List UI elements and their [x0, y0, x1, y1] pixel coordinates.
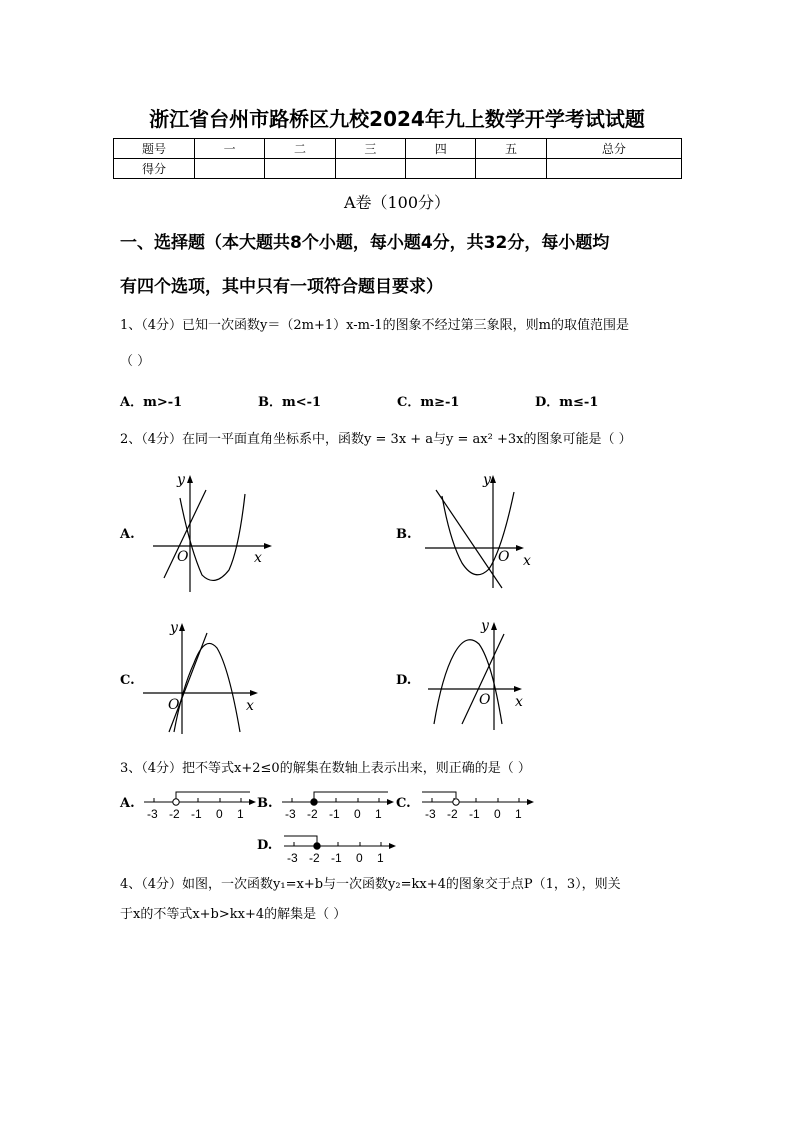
score-table: [113, 138, 682, 179]
q3-label-b: B.: [257, 796, 273, 811]
q3-label-d: D.: [257, 838, 273, 853]
score-row-label: 得分: [114, 159, 195, 179]
q2-graph-a: [150, 466, 280, 596]
origin-label: O: [479, 692, 491, 708]
score-cell: [265, 159, 335, 179]
score-header-cell: 五: [476, 139, 546, 159]
score-header-cell: 四: [406, 139, 476, 159]
axis-x-label: x: [523, 553, 531, 569]
tick-label: -3: [147, 807, 158, 821]
q2-label-c: C.: [120, 673, 135, 688]
tick-label: 0: [356, 851, 363, 865]
tick-label: -2: [307, 807, 318, 821]
q2-graph-d: [424, 614, 554, 734]
tick-label: -1: [469, 807, 480, 821]
score-header-cell: 三: [335, 139, 405, 159]
tick-label: 0: [494, 807, 501, 821]
q1-answer-blank: （ ）: [120, 354, 151, 369]
q3-numberline-b: [278, 788, 400, 824]
origin-label: O: [177, 549, 189, 565]
q3-numberline-d: [280, 830, 402, 866]
tick-label: -3: [425, 807, 436, 821]
score-cell: [335, 159, 405, 179]
score-header-cell: 总分: [546, 139, 681, 159]
q1-stem: 1、（4分）已知一次函数y＝（2m+1）x-m-1的图象不经过第三象限，则m的取值范围是: [120, 318, 629, 333]
score-table-header-row: [114, 139, 682, 159]
part1-heading: [120, 221, 680, 309]
score-cell: [546, 159, 681, 179]
q3-numberline-c: [418, 788, 540, 824]
score-table-score-row: [114, 159, 682, 179]
part1-heading-line1: 一、选择题（本大题共8个小题，每小题4分，共32分，每小题均: [120, 233, 610, 253]
score-cell: [476, 159, 546, 179]
q2-stem: 2、（4分）在同一平面直角坐标系中，函数y = 3x + a与y = ax² +3x的图象可能是（ ）: [120, 432, 632, 447]
axis-x-label: x: [246, 698, 254, 714]
tick-label: -2: [309, 851, 320, 865]
q3-numberline-a: [140, 788, 262, 824]
axis-y-label: y: [170, 620, 178, 636]
tick-label: -2: [447, 807, 458, 821]
tick-label: -2: [169, 807, 180, 821]
tick-label: -3: [287, 851, 298, 865]
axis-y-label: y: [177, 472, 185, 488]
q4-stem-line1: 4、（4分）如图，一次函数y₁=x+b与一次函数y₂=kx+4的图象交于点P（1，3），则关: [120, 877, 621, 892]
score-header-cell: 二: [265, 139, 335, 159]
score-header-cell: 题号: [114, 139, 195, 159]
section-a-heading: A卷（100分）: [343, 193, 451, 212]
axis-y-label: y: [483, 472, 491, 488]
q2-graph-c: [140, 616, 270, 736]
axis-x-label: x: [254, 550, 262, 566]
tick-label: 1: [237, 807, 244, 821]
tick-label: -3: [285, 807, 296, 821]
q2-label-d: D.: [396, 673, 412, 688]
q3-stem: 3、（4分）把不等式x+2≤0的解集在数轴上表示出来，则正确的是（ ）: [120, 761, 531, 776]
tick-label: 1: [515, 807, 522, 821]
tick-label: 0: [216, 807, 223, 821]
origin-label: O: [498, 549, 510, 565]
page-title: 浙江省台州市路桥区九校2024年九上数学开学考试试题: [149, 107, 645, 131]
tick-label: -1: [329, 807, 340, 821]
score-cell: [195, 159, 265, 179]
q1-option-b: B．m<-1: [258, 395, 322, 410]
tick-label: 1: [375, 807, 382, 821]
q1-option-c: C．m≥-1: [397, 395, 460, 410]
line-graph: [436, 490, 502, 588]
q4-stem-line2: 于x的不等式x+b>kx+4的解集是（ ）: [120, 907, 347, 922]
q1-option-d: D．m≤-1: [535, 395, 599, 410]
origin-label: O: [168, 697, 180, 713]
line-graph: [462, 634, 504, 724]
score-header-cell: 一: [195, 139, 265, 159]
part1-heading-line2: 有四个选项，其中只有一项符合题目要求）: [120, 277, 443, 297]
score-cell: [406, 159, 476, 179]
q3-label-c: C.: [396, 796, 411, 811]
axis-y-label: y: [481, 618, 489, 634]
q2-graph-b: [420, 466, 550, 596]
tick-label: -1: [191, 807, 202, 821]
tick-label: 0: [354, 807, 361, 821]
axis-x-label: x: [515, 694, 523, 710]
tick-label: -1: [331, 851, 342, 865]
tick-label: 1: [377, 851, 384, 865]
parabola-graph: [174, 643, 240, 732]
q3-label-a: A.: [120, 796, 135, 811]
q2-label-b: B.: [396, 527, 412, 542]
q2-label-a: A.: [120, 527, 135, 542]
q1-option-a: A．m>-1: [120, 395, 183, 410]
